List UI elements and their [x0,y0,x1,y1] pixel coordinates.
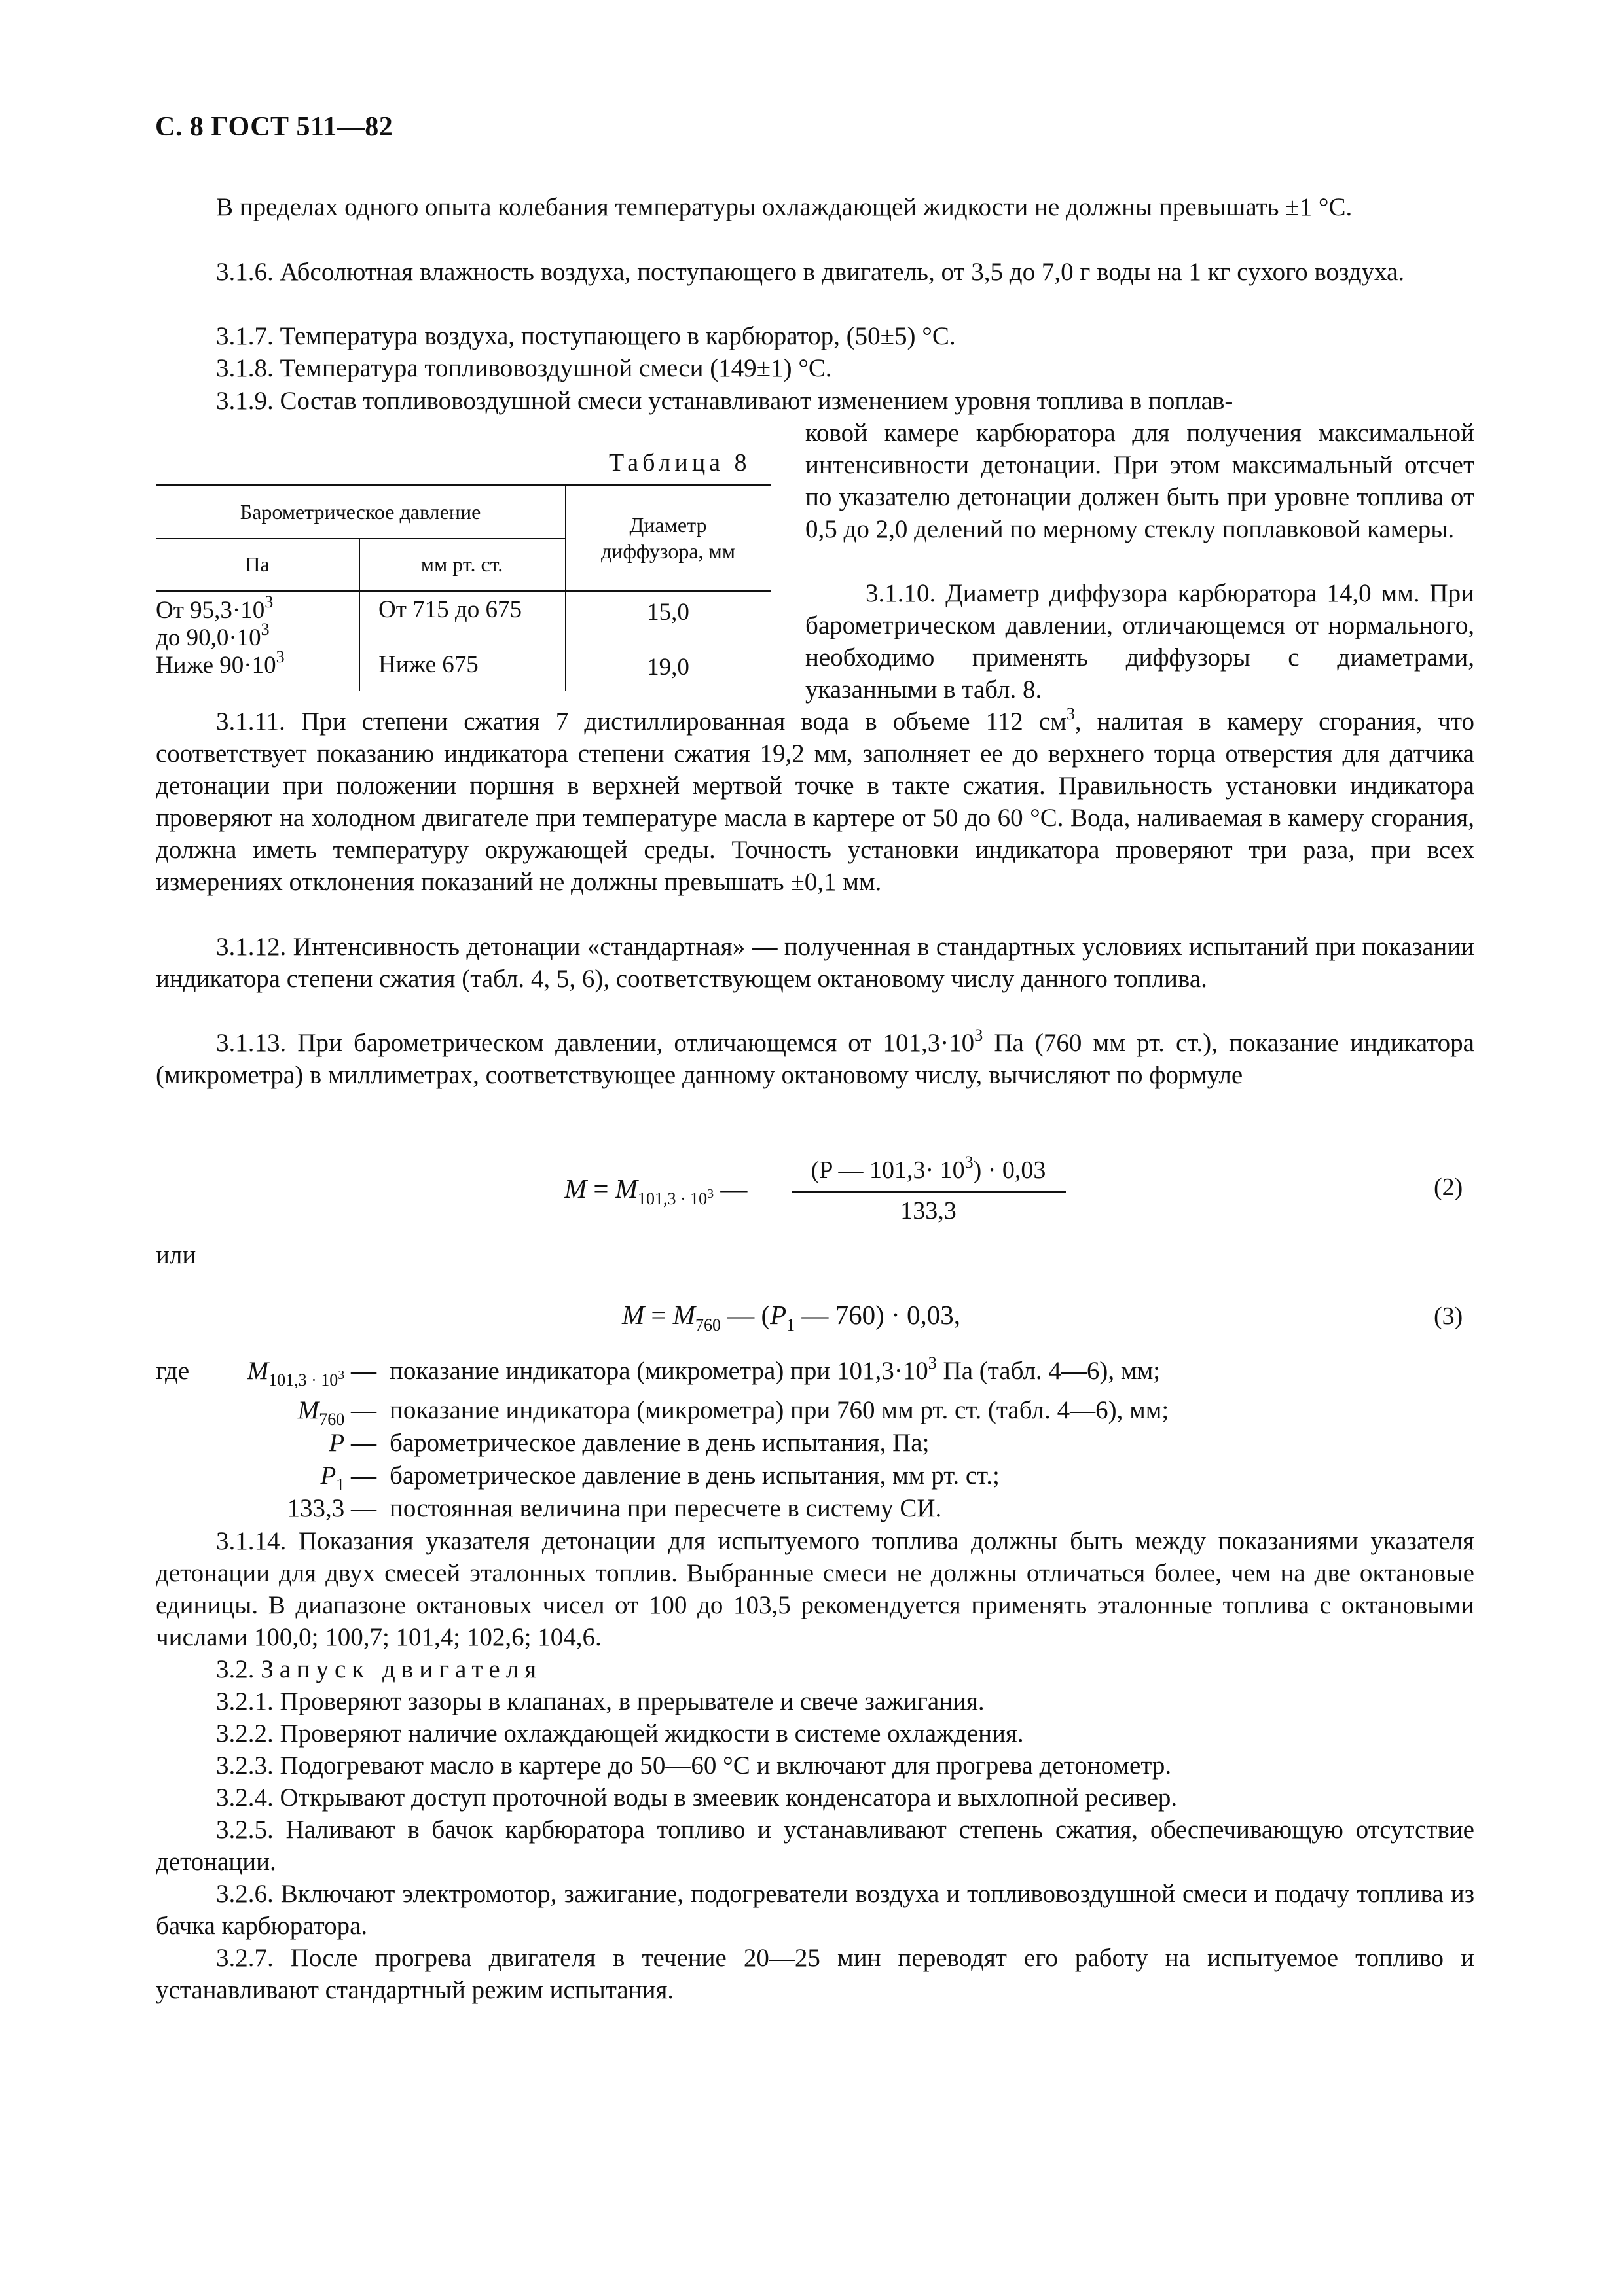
formula-2-lhs: $M = M_{101,3 \cdot 10^3}$ — [564,1174,748,1208]
legend-desc-constant: постоянная величина при пересчете в систему СИ. [390,1494,942,1522]
paragraph-3-1-10: 3.1.10. Диаметр диффузора карбюратора 14,0 мм. При барометрическом давлении, отличающемся от нормального, необходимо применять диффузоры с диаметрами, указанными в табл. 8. [805,579,1474,704]
legend-desc-m760: показание индикатора (микрометра) при 760 мм рт. ст. (табл. 4—6), мм; [390,1396,1169,1424]
table-group-rule [156,538,565,539]
paragraph-3-2-5: 3.2.5. Наливают в бачок карбюратора топливо и устанавливают степень сжатия, обеспечивающую отсутствие детонации. [156,1816,1474,1876]
paragraph-3-1-9-first-line: 3.1.9. Состав топливовоздушной смеси устанавливают изменением уровня топлива в поплав- [216,387,1233,415]
formula-2-number: (2) [1434,1174,1463,1201]
table-caption: Таблица 8 [609,449,751,476]
table-header-pa: Па [245,552,270,576]
table-8 [156,484,771,691]
table-header-mm: мм рт. ст. [420,552,503,576]
formula-2-denominator: 133,3 [900,1197,957,1225]
legend-desc-p1: барометрическое давление в день испытания, мм рт. ст.; [390,1462,1000,1490]
legend-where: где [156,1357,190,1385]
legend-symbol-m101: $M_{101,3 \cdot 10^3}$ — [247,1357,376,1390]
table-header-rule [156,590,771,592]
table-cell-mm-row2: Ниже 675 [378,651,479,678]
legend-symbol-m760: $M_{760}$ — [297,1396,376,1429]
table-cell-mm-row1: От 715 до 675 [378,596,522,623]
paragraph-3-1-11: 3.1.11. При степени сжатия 7 дистиллированная вода в объеме 112 $см^3$, налитая в камеру сгорания, что соответствует показанию индикатора степени сжатия 19,2 мм, заполняет ее до верхнего торца отверстия для датчика детонации при положении поршня в верхней мертвой точке в такте сжатия. Правильность установки индикатора проверяют на холодном двигателе при температуре масла в картере от 50 до 60 °С. Вода, наливаемая в камеру сгорания, должна иметь температуру окружающей среды. Точность установки индикатора проверяют три раза, при всех измерениях отклонения показаний не должны превышать ±0,1 мм. [156,704,1474,896]
legend-symbol-p: P — [329,1429,376,1457]
table-header-diameter-line1: Диаметр [629,513,707,537]
paragraph-3-1-8: 3.1.8. Температура топливовоздушной смеси (149±1) °С. [216,354,832,382]
formula-3: $M = M_{760}$ — ($P_1$ — 760) · 0,03, [622,1300,960,1335]
or-label: или [156,1241,196,1269]
legend-desc-p: барометрическое давление в день испытания, Па; [390,1429,930,1457]
table-header-group: Барометрическое давление [240,500,481,524]
table-cell-pa-row1: От $95,3\cdot 10^3$ до $90,0\cdot 10^3$ Ниже $90\cdot 10^3$ [156,592,285,679]
section-3-2-heading: 3.2. Запуск двигателя [216,1655,543,1683]
paragraph-3-2-4: 3.2.4. Открывают доступ проточной воды в змеевик конденсатора и выхлопной ресивер. [216,1784,1178,1812]
paragraph-3-1-13: 3.1.13. При барометрическом давлении, отличающемся от $101,3\cdot 10^3$ Па (760 мм рт. ст.), показание индикатора (микрометра) в миллиметрах, соответствующее данному октановому числу, вычисляют по формуле [156,1026,1474,1089]
paragraph-3-1-12: 3.1.12. Интенсивность детонации «стандартная» — полученная в стандартных условиях испытаний при показании индикатора степени сжатия (табл. 4, 5, 6), соответствующем октановому числу данного топлива. [156,933,1474,993]
table-top-rule [156,484,771,486]
formula-2-numerator: (P — $101,3\cdot 10^3) \cdot 0,03$ [811,1153,1046,1184]
paragraph-3-1-9-continued: ковой камере карбюратора для получения максимальной интенсивности детонации. При этом максимальный отсчет по указателю детонации должен быть при уровне топлива от 0,5 до 2,0 делений по мерному стеклу поплавковой камеры. [805,419,1474,543]
table-header-diameter [565,512,771,564]
paragraph-3-2-2: 3.2.2. Проверяют наличие охлаждающей жидкости в системе охлаждения. [216,1719,1024,1748]
legend-symbol-constant: 133,3 — [287,1494,376,1522]
paragraph-3-2-1: 3.2.1. Проверяют зазоры в клапанах, в прерывателе и свече зажигания. [216,1687,985,1715]
table-cell-pa-row2: Ниже 90·10 [156,652,276,679]
paragraph-3-1-7: 3.1.7. Температура воздуха, поступающего в карбюратор, (50±5) °С. [216,322,956,350]
table-cell-diameter-row1: 15,0 [647,599,689,626]
paragraph-3-1-6: 3.1.6. Абсолютная влажность воздуха, поступающего в двигатель, от 3,5 до 7,0 г воды на 1 кг сухого воздуха. [216,258,1405,286]
legend-symbol-p1: $P_1$ — [320,1462,376,1494]
paragraph-3-2-7: 3.2.7. После прогрева двигателя в течение 20—25 мин переводят его работу на испытуемое топливо и устанавливают стандартный режим испытания. [156,1944,1474,2004]
table-cell-diameter-row2: 19,0 [647,654,689,681]
legend-desc-m101: показание индикатора (микрометра) при $101,3\cdot 10^3$ Па (табл. 4—6), мм; [390,1354,1161,1385]
page-header: С. 8 ГОСТ 511—82 [155,112,393,142]
table-header-diameter-line2: диффузора, мм [600,539,736,563]
paragraph-intro: В пределах одного опыта колебания температуры охлаждающей жидкости не должны превышать ±1 °С. [216,193,1353,221]
paragraph-3-1-14: 3.1.14. Показания указателя детонации для испытуемого топлива должны быть между показаниями указателя детонации для двух смесей эталонных топлив. Выбранные смеси не должны отличаться более, чем на две октановые единицы. В диапазоне октановых чисел от 100 до 103,5 рекомендуется применять эталонные топлива с октановыми числами 100,0; 100,7; 101,4; 102,6; 104,6. [156,1527,1474,1651]
formula-3-number: (3) [1434,1302,1463,1330]
formula-2-fraction-bar [792,1191,1066,1193]
paragraph-3-2-3: 3.2.3. Подогревают масло в картере до 50—60 °С и включают для прогрева детонометр. [216,1751,1172,1780]
paragraph-3-2-6: 3.2.6. Включают электромотор, зажигание, подогреватели воздуха и топливовоздушной смеси и подачу топлива из бачка карбюратора. [156,1880,1474,1940]
